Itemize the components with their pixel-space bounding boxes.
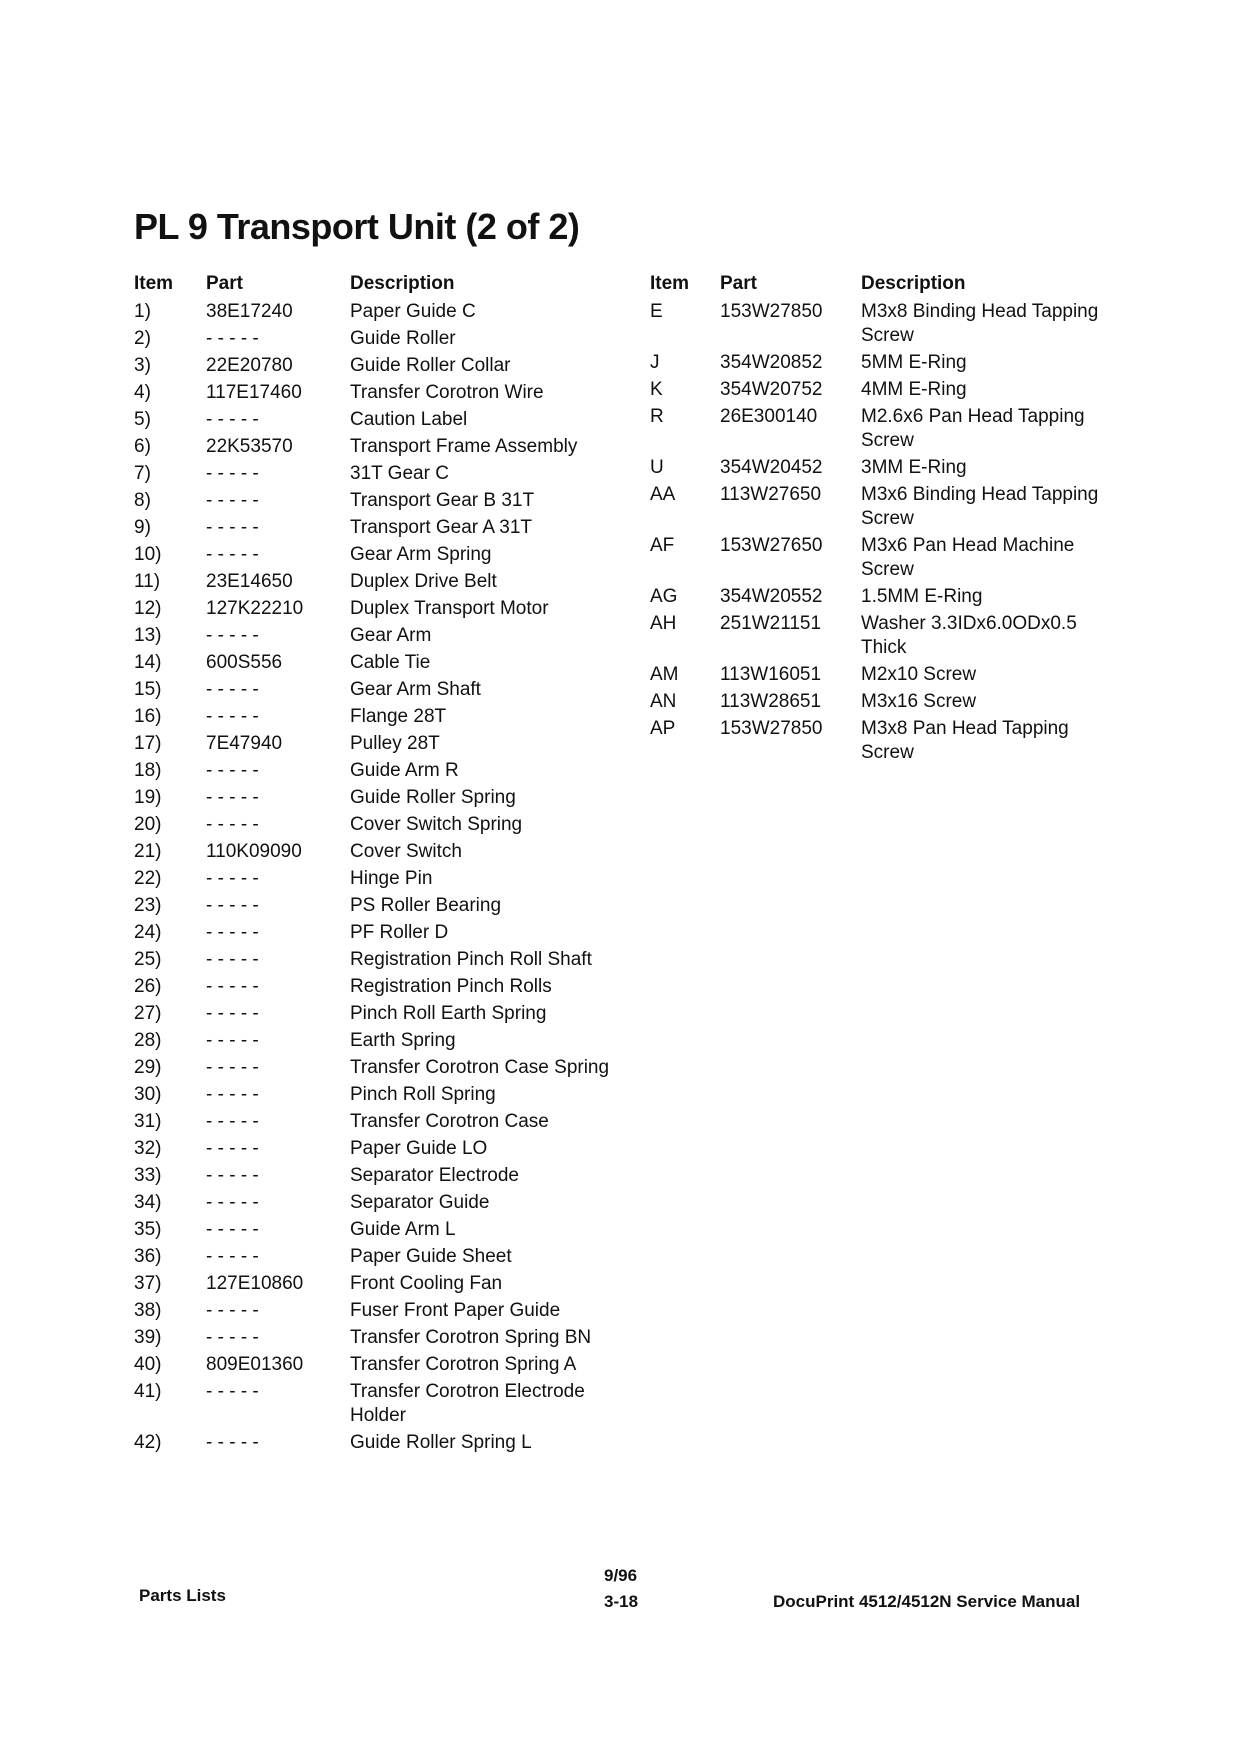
part-description: Guide Roller [350,328,456,349]
table-row [134,840,634,864]
part-number: 127E10860 [206,1273,304,1294]
part-number: 153W27850 [720,301,823,322]
part-description: Caution Label [350,409,468,430]
item-number: AM [650,664,679,685]
item-number: 29) [134,1057,162,1078]
table-row [650,378,1130,402]
part-number: 251W21151 [720,613,822,634]
table-row [134,435,634,459]
part-description: Cover Switch Spring [350,814,523,835]
table-row [134,354,634,378]
part-number: 354W20852 [720,352,823,373]
parts-table-left [134,272,634,1458]
part-number: 600S556 [206,652,283,673]
table-row [134,1245,634,1269]
part-number: - - - - - [206,625,259,646]
table-row [650,405,1130,453]
item-number: 22) [134,868,162,889]
part-number: - - - - - [206,868,259,889]
part-description: Gear Arm [350,625,432,646]
part-number: - - - - - [206,1192,259,1213]
part-description: M2.6x6 Pan Head Tapping Screw [861,406,1085,451]
table-body [650,300,1130,765]
part-number: - - - - - [206,1111,259,1132]
part-number: - - - - - [206,706,259,727]
table-row [134,1056,634,1080]
item-number: AA [650,484,676,505]
part-description: Transfer Corotron Electrode Holder [350,1381,585,1426]
part-description: Pulley 28T [350,733,440,754]
part-number: - - - - - [206,976,259,997]
item-number: 10) [134,544,162,565]
part-number: 7E47940 [206,733,283,754]
item-number: 25) [134,949,162,970]
footer-manual-title: DocuPrint 4512/4512N Service Manual [773,1592,1081,1611]
table-row [134,597,634,621]
item-number: 40) [134,1354,162,1375]
part-number: - - - - - [206,544,259,565]
part-number: 354W20752 [720,379,823,400]
item-number: 12) [134,598,162,619]
part-number: - - - - - [206,1030,259,1051]
part-number: - - - - - [206,1003,259,1024]
item-number: 19) [134,787,162,808]
item-number: U [650,457,664,478]
part-description: Hinge Pin [350,868,433,889]
part-description: 5MM E-Ring [861,352,967,373]
part-number: 38E17240 [206,301,293,322]
table-row [134,1083,634,1107]
table-row [134,1380,634,1428]
part-description: Transport Gear A 31T [350,517,532,538]
table-row [134,327,634,351]
part-description: Flange 28T [350,706,447,727]
part-number: 117E17460 [206,382,302,403]
part-description: Transfer Corotron Case [350,1111,549,1132]
part-description: Transport Gear B 31T [350,490,535,511]
part-number: - - - - - [206,814,259,835]
table-row [134,570,634,594]
table-row [134,948,634,972]
part-description: M3x8 Pan Head Tapping Screw [861,718,1069,763]
table-row [134,678,634,702]
part-description: Paper Guide Sheet [350,1246,512,1267]
part-number: - - - - - [206,679,259,700]
part-number: - - - - - [206,1057,259,1078]
item-number: 32) [134,1138,162,1159]
header-part: Part [206,273,243,294]
header-part: Part [720,273,757,294]
table-row [134,975,634,999]
item-number: K [650,379,663,400]
part-number: - - - - - [206,1165,259,1186]
part-number: 113W16051 [720,664,822,685]
footer-page-number: 3-18 [604,1592,639,1611]
table-row [134,867,634,891]
item-number: 38) [134,1300,162,1321]
footer-section-title: Parts Lists [139,1586,226,1605]
part-number: 113W27650 [720,484,822,505]
item-number: 24) [134,922,162,943]
part-number: - - - - - [206,1138,259,1159]
part-number: - - - - - [206,1246,259,1267]
part-number: - - - - - [206,787,259,808]
table-row [134,894,634,918]
item-number: R [650,406,664,427]
part-description: M3x6 Binding Head Tapping Screw [861,484,1099,529]
part-description: Earth Spring [350,1030,456,1051]
part-description: Fuser Front Paper Guide [350,1300,561,1321]
part-number: 153W27650 [720,535,823,556]
table-row [134,1191,634,1215]
parts-table-right [650,272,1130,768]
part-number: - - - - - [206,409,259,430]
table-row [134,1218,634,1242]
part-description: 31T Gear C [350,463,449,484]
table-row [650,351,1130,375]
item-number: 39) [134,1327,162,1348]
item-number: AH [650,613,677,634]
part-description: Front Cooling Fan [350,1273,503,1294]
part-number: 354W20552 [720,586,823,607]
part-number: 127K22210 [206,598,304,619]
part-number: 809E01360 [206,1354,304,1375]
item-number: 7) [134,463,151,484]
table-row [134,462,634,486]
header-description: Description [861,273,966,294]
part-description: Transfer Corotron Spring BN [350,1327,592,1348]
part-number: - - - - - [206,1084,259,1105]
table-row [134,651,634,675]
part-description: M3x6 Pan Head Machine Screw [861,535,1075,580]
part-description: Duplex Drive Belt [350,571,497,592]
part-description: PF Roller D [350,922,449,943]
part-description: Transfer Corotron Case Spring [350,1057,610,1078]
table-row [134,408,634,432]
table-row [134,516,634,540]
part-description: Separator Guide [350,1192,490,1213]
item-number: 8) [134,490,151,511]
part-description: Guide Roller Spring [350,787,516,808]
item-number: 31) [134,1111,162,1132]
item-number: 16) [134,706,162,727]
item-number: 5) [134,409,151,430]
item-number: 27) [134,1003,162,1024]
part-description: Pinch Roll Spring [350,1084,496,1105]
part-description: Cover Switch [350,841,462,862]
table-body [134,300,634,1455]
part-number: - - - - - [206,1219,259,1240]
header-item: Item [134,273,174,294]
item-number: 20) [134,814,162,835]
table-row [134,1353,634,1377]
part-description: Transfer Corotron Wire [350,382,544,403]
table-row [134,381,634,405]
part-number: - - - - - [206,463,259,484]
item-number: 3) [134,355,151,376]
table-row [134,921,634,945]
item-number: AN [650,691,677,712]
part-description: Guide Roller Spring L [350,1432,532,1453]
item-number: 15) [134,679,162,700]
part-number: - - - - - [206,1300,259,1321]
table-row [650,612,1130,660]
item-number: 35) [134,1219,162,1240]
part-description: Transfer Corotron Spring A [350,1354,577,1375]
part-description: M3x8 Binding Head Tapping Screw [861,301,1099,346]
item-number: 30) [134,1084,162,1105]
item-number: 18) [134,760,162,781]
part-description: Washer 3.3IDx6.0ODx0.5 Thick [861,613,1077,658]
part-number: - - - - - [206,490,259,511]
part-description: M2x10 Screw [861,664,977,685]
part-number: 26E300140 [720,406,818,427]
part-description: PS Roller Bearing [350,895,502,916]
part-description: Gear Arm Spring [350,544,492,565]
item-number: 9) [134,517,151,538]
item-number: 21) [134,841,162,862]
item-number: 17) [134,733,162,754]
table-row [134,489,634,513]
part-number: - - - - - [206,517,259,538]
table-row [650,534,1130,582]
table-row [134,813,634,837]
part-description: Registration Pinch Roll Shaft [350,949,592,970]
item-number: 37) [134,1273,162,1294]
table-row [134,543,634,567]
part-number: 23E14650 [206,571,293,592]
table-row [650,300,1130,348]
header-item: Item [650,273,690,294]
item-number: 28) [134,1030,162,1051]
part-number: 22K53570 [206,436,293,457]
item-number: AP [650,718,676,739]
part-description: Guide Roller Collar [350,355,511,376]
table-header [650,272,1130,296]
table-row [650,690,1130,714]
item-number: 2) [134,328,151,349]
part-number: - - - - - [206,1381,259,1402]
part-number: 153W27850 [720,718,823,739]
table-row [134,300,634,324]
part-description: Duplex Transport Motor [350,598,549,619]
table-row [134,1002,634,1026]
table-row [134,1272,634,1296]
item-number: 33) [134,1165,162,1186]
item-number: 34) [134,1192,162,1213]
footer-date: 9/96 [604,1566,638,1585]
table-row [134,1164,634,1188]
item-number: 42) [134,1432,162,1453]
part-number: 113W28651 [720,691,822,712]
part-description: Transport Frame Assembly [350,436,578,457]
item-number: 6) [134,436,151,457]
item-number: 1) [134,301,151,322]
item-number: 14) [134,652,162,673]
table-row [134,624,634,648]
part-number: - - - - - [206,922,259,943]
part-description: Cable Tie [350,652,431,673]
part-description: M3x16 Screw [861,691,977,712]
item-number: 4) [134,382,151,403]
table-row [134,1431,634,1455]
item-number: J [650,352,660,373]
table-row [134,1110,634,1134]
part-number: 22E20780 [206,355,293,376]
part-description: Gear Arm Shaft [350,679,481,700]
table-row [650,717,1130,765]
table-row [134,759,634,783]
table-row [650,456,1130,480]
item-number: AF [650,535,675,556]
table-row [134,732,634,756]
part-number: 354W20452 [720,457,823,478]
part-number: - - - - - [206,760,259,781]
part-number: - - - - - [206,1432,259,1453]
table-row [650,663,1130,687]
part-description: Pinch Roll Earth Spring [350,1003,547,1024]
part-number: 110K09090 [206,841,302,862]
item-number: 13) [134,625,162,646]
part-description: Paper Guide LO [350,1138,488,1159]
item-number: 26) [134,976,162,997]
table-row [134,786,634,810]
part-description: Separator Electrode [350,1165,519,1186]
item-number: 23) [134,895,162,916]
part-number: - - - - - [206,949,259,970]
item-number: AG [650,586,678,607]
part-number: - - - - - [206,1327,259,1348]
item-number: 41) [134,1381,162,1402]
table-row [134,1029,634,1053]
part-description: Guide Arm L [350,1219,456,1240]
table-row [134,1326,634,1350]
part-number: - - - - - [206,895,259,916]
table-row [134,705,634,729]
part-description: 3MM E-Ring [861,457,967,478]
part-number: - - - - - [206,328,259,349]
item-number: 11) [134,571,161,592]
header-description: Description [350,273,455,294]
item-number: E [650,301,663,322]
page-title: PL 9 Transport Unit (2 of 2) [134,206,580,247]
table-row [134,1299,634,1323]
part-description: 4MM E-Ring [861,379,967,400]
part-description: 1.5MM E-Ring [861,586,983,607]
table-row [650,585,1130,609]
part-description: Registration Pinch Rolls [350,976,552,997]
table-row [650,483,1130,531]
part-description: Paper Guide C [350,301,476,322]
table-row [134,1137,634,1161]
part-description: Guide Arm R [350,760,459,781]
table-header [134,272,634,296]
item-number: 36) [134,1246,162,1267]
